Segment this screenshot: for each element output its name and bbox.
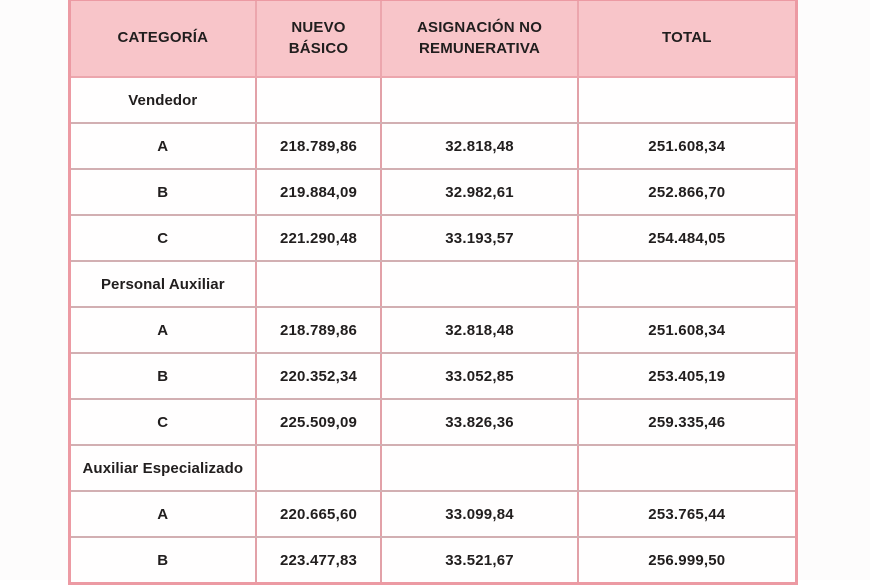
asignacion-cell	[381, 77, 577, 123]
table-row	[70, 307, 797, 353]
table-row	[70, 491, 797, 537]
basico-cell: 221.290,48	[256, 215, 382, 261]
basico-cell: 223.477,83	[256, 537, 382, 584]
basico-cell: 220.352,34	[256, 353, 382, 399]
category-cell: A	[70, 123, 256, 169]
category-cell: Vendedor	[70, 77, 256, 123]
total-cell: 253.405,19	[578, 353, 797, 399]
category-cell: Personal Auxiliar	[70, 261, 256, 307]
table-row	[70, 445, 797, 491]
table-row	[70, 123, 797, 169]
category-cell: B	[70, 537, 256, 584]
total-cell	[578, 445, 797, 491]
header-row	[70, 0, 797, 77]
asignacion-cell: 32.818,48	[381, 123, 577, 169]
basico-cell	[256, 77, 382, 123]
table-row	[70, 77, 797, 123]
category-cell: B	[70, 353, 256, 399]
asignacion-cell: 32.982,61	[381, 169, 577, 215]
total-cell: 252.866,70	[578, 169, 797, 215]
category-cell: A	[70, 491, 256, 537]
basico-cell: 218.789,86	[256, 307, 382, 353]
basico-cell: 218.789,86	[256, 123, 382, 169]
asignacion-cell	[381, 261, 577, 307]
total-cell: 253.765,44	[578, 491, 797, 537]
table-row	[70, 261, 797, 307]
asignacion-cell: 33.826,36	[381, 399, 577, 445]
table-row	[70, 353, 797, 399]
total-cell: 254.484,05	[578, 215, 797, 261]
column-header-nuevo-basico: NUEVO BÁSICO	[256, 0, 382, 77]
basico-cell: 219.884,09	[256, 169, 382, 215]
total-cell: 251.608,34	[578, 307, 797, 353]
category-cell: B	[70, 169, 256, 215]
category-cell: C	[70, 215, 256, 261]
salary-table	[68, 0, 798, 585]
asignacion-cell: 33.099,84	[381, 491, 577, 537]
column-header-total: TOTAL	[578, 0, 797, 77]
asignacion-cell: 33.521,67	[381, 537, 577, 584]
category-cell: A	[70, 307, 256, 353]
basico-cell: 225.509,09	[256, 399, 382, 445]
table-row	[70, 169, 797, 215]
column-header-asignacion: ASIGNACIÓN NO REMUNERATIVA	[381, 0, 577, 77]
asignacion-cell: 33.052,85	[381, 353, 577, 399]
table-row	[70, 537, 797, 584]
total-cell: 256.999,50	[578, 537, 797, 584]
column-header-categoria: CATEGORÍA	[70, 0, 256, 77]
basico-cell	[256, 445, 382, 491]
total-cell	[578, 261, 797, 307]
category-cell: Auxiliar Especializado	[70, 445, 256, 491]
table-row	[70, 399, 797, 445]
total-cell: 251.608,34	[578, 123, 797, 169]
asignacion-cell: 33.193,57	[381, 215, 577, 261]
asignacion-cell	[381, 445, 577, 491]
basico-cell	[256, 261, 382, 307]
table-row	[70, 215, 797, 261]
category-cell: C	[70, 399, 256, 445]
asignacion-cell: 32.818,48	[381, 307, 577, 353]
total-cell: 259.335,46	[578, 399, 797, 445]
total-cell	[578, 77, 797, 123]
basico-cell: 220.665,60	[256, 491, 382, 537]
